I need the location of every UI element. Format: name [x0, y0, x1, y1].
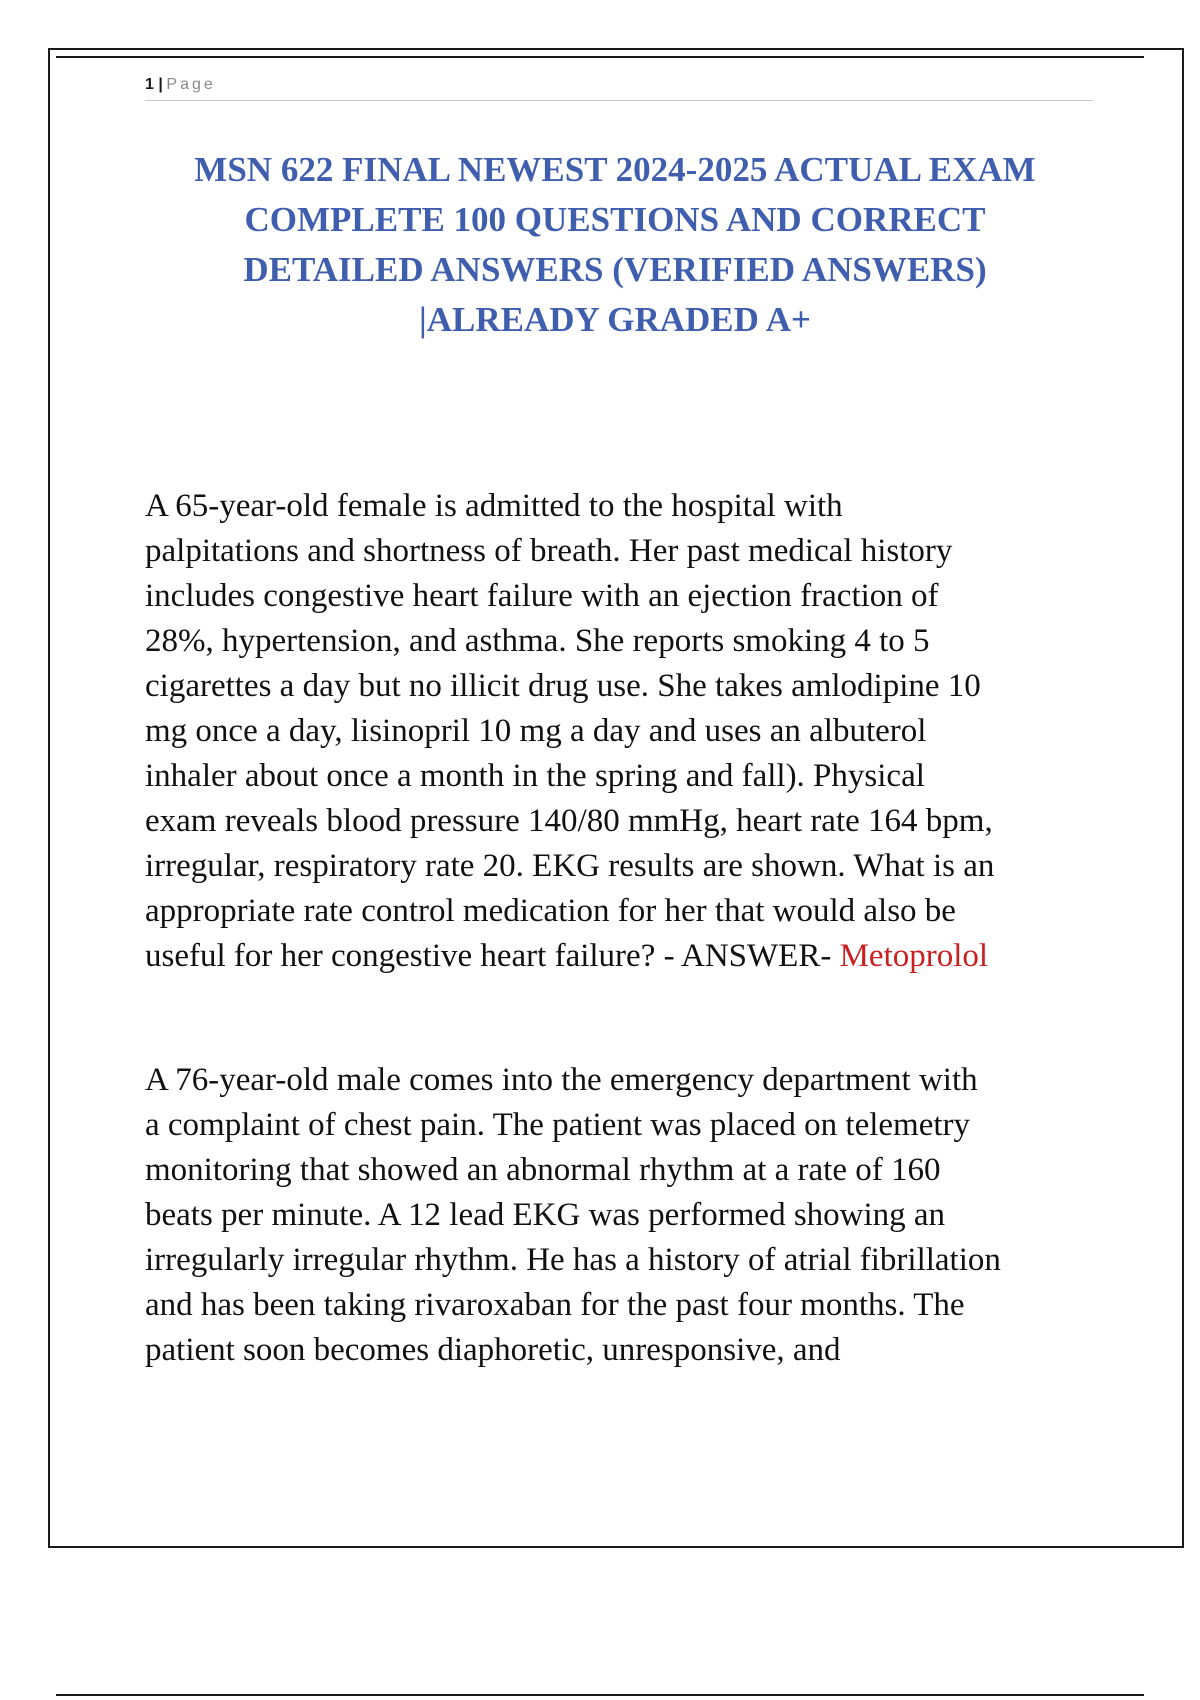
title-line: COMPLETE 100 QUESTIONS AND CORRECT	[244, 200, 986, 239]
question-line: irregularly irregular rhythm. He has a history of atrial fibrillation	[145, 1242, 1001, 1278]
page-header	[145, 74, 1093, 101]
question-line: irregular, respiratory rate 20. EKG results are shown. What is an	[145, 848, 995, 884]
question-line: A 65-year-old female is admitted to the hospital with	[145, 488, 843, 524]
question-line: a complaint of chest pain. The patient was placed on telemetry	[145, 1107, 971, 1143]
question-line: monitoring that showed an abnormal rhythm at a rate of 160	[145, 1152, 941, 1188]
question-1	[145, 484, 1135, 979]
question-line: inhaler about once a month in the spring and fall). Physical	[145, 758, 925, 794]
page-number: 1	[145, 76, 155, 93]
page-separator: |	[158, 76, 164, 93]
question-last-line	[145, 934, 1135, 979]
answer-text: Metoprolol	[839, 938, 989, 974]
question-line: A 76-year-old male comes into the emergency department with	[145, 1062, 978, 1098]
question-line: beats per minute. A 12 lead EKG was performed showing an	[145, 1197, 946, 1233]
question-line: and has been taking rivaroxaban for the past four months. The	[145, 1287, 965, 1323]
answer-prompt: useful for her congestive heart failure? - ANSWER-	[145, 938, 840, 974]
question-line: 28%, hypertension, and asthma. She reports smoking 4 to 5	[145, 623, 930, 659]
top-rule	[56, 56, 1144, 58]
question-line: mg once a day, lisinopril 10 mg a day and uses an albuterol	[145, 713, 927, 749]
title-line: MSN 622 FINAL NEWEST 2024-2025 ACTUAL EXAM	[194, 150, 1036, 189]
question-line: patient soon becomes diaphoretic, unresponsive, and	[145, 1332, 841, 1368]
question-line: exam reveals blood pressure 140/80 mmHg, heart rate 164 bpm,	[145, 803, 993, 839]
question-line: appropriate rate control medication for her that would also be	[145, 893, 956, 929]
question-2	[145, 1058, 1135, 1373]
title-line: |ALREADY GRADED A+	[419, 300, 811, 339]
question-line: cigarettes a day but no illicit drug use. She takes amlodipine 10	[145, 668, 981, 704]
bottom-rule	[56, 1694, 1144, 1696]
document-title	[120, 145, 1110, 345]
page-word: Page	[166, 76, 216, 93]
question-line: palpitations and shortness of breath. Her past medical history	[145, 533, 953, 569]
question-line: includes congestive heart failure with an ejection fraction of	[145, 578, 939, 614]
title-line: DETAILED ANSWERS (VERIFIED ANSWERS)	[243, 250, 987, 289]
